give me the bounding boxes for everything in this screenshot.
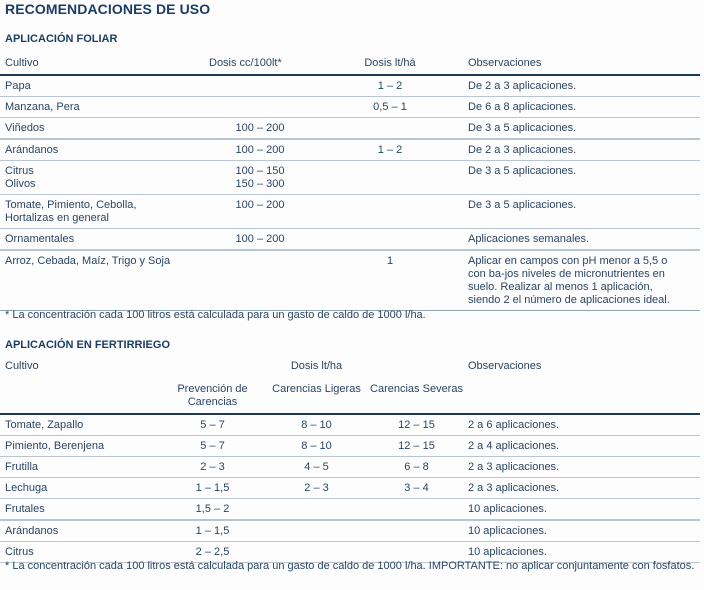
- cell-prevencion: 1 – 1,5: [160, 478, 265, 499]
- foliar-footnote: * La concentración cada 100 litros está calculada para un gasto de caldo de 1000 l/ha.: [5, 309, 426, 321]
- cell-dosis-lt: [315, 161, 465, 195]
- cell-observaciones: 10 aplicaciones.: [465, 499, 700, 521]
- cell-observaciones: 2 a 3 aplicaciones.: [465, 478, 700, 499]
- cell-dosis-cc: 100 – 200: [205, 229, 315, 251]
- cell-cultivo: Arroz, Cebada, Maíz, Trigo y Soja: [0, 250, 205, 311]
- cell-prevencion: 5 – 7: [160, 414, 265, 436]
- table-row: [0, 250, 700, 311]
- cell-dosis-cc-line: 150 – 300: [235, 178, 285, 190]
- header-dosis: Dosis lt/ha: [290, 360, 343, 372]
- cell-observaciones: De 3 a 5 aplicaciones.: [465, 161, 700, 195]
- cell-cultivo: Frutales: [0, 499, 160, 521]
- cell-ligeras: [265, 520, 368, 542]
- header-observaciones: Observaciones: [465, 54, 700, 75]
- cell-cultivo-line: Citrus: [5, 165, 34, 177]
- cell-severas: 12 – 15: [368, 436, 465, 457]
- cell-dosis-cc: 100 – 200: [205, 118, 315, 140]
- table-row: [0, 229, 700, 251]
- fertirriego-subheader-row: [0, 380, 700, 414]
- cell-cultivo-line: Tomate, Pimiento, Cebolla,: [5, 199, 137, 211]
- cell-severas: [368, 520, 465, 542]
- foliar-section-title: APLICACIÓN FOLIAR: [5, 33, 118, 45]
- header-spacer: [160, 357, 265, 380]
- cell-ligeras: 2 – 3: [265, 478, 368, 499]
- cell-cultivo: Ornamentales: [0, 229, 205, 251]
- cell-severas: 12 – 15: [368, 414, 465, 436]
- cell-cultivo: Viñedos: [0, 118, 205, 140]
- cell-observaciones: 10 aplicaciones.: [465, 520, 700, 542]
- cell-dosis-cc: [205, 161, 315, 195]
- cell-cultivo: Arándanos: [0, 520, 160, 542]
- table-row: [0, 499, 700, 521]
- cell-severas: [368, 499, 465, 521]
- cell-cultivo-line: Olivos: [5, 178, 36, 190]
- cell-prevencion: 2 – 2,5: [160, 542, 265, 563]
- header-carencias-ligeras: Carencias Ligeras: [265, 380, 368, 414]
- table-row: [0, 436, 700, 457]
- cell-dosis-cc: 100 – 200: [205, 195, 315, 229]
- cell-cultivo: Arándanos: [0, 139, 205, 161]
- foliar-table: [0, 54, 700, 311]
- cell-dosis-lt: [315, 229, 465, 251]
- table-row: [0, 478, 700, 499]
- header-observaciones: Observaciones: [468, 360, 542, 372]
- cell-severas: 6 – 8: [368, 457, 465, 478]
- cell-cultivo: Pimiento, Berenjena: [0, 436, 160, 457]
- header-dosis-lt: Dosis lt/há: [315, 54, 465, 75]
- header-spacer: [368, 357, 465, 380]
- cell-cultivo-line: Hortalizas en general: [5, 212, 109, 224]
- cell-observaciones: De 2 a 3 aplicaciones.: [465, 75, 700, 97]
- cell-cultivo: Papa: [0, 75, 205, 97]
- foliar-header-row: [0, 54, 700, 75]
- header-spacer: [465, 380, 700, 414]
- cell-dosis-lt: 1: [315, 250, 465, 311]
- cell-observaciones: Aplicaciones semanales.: [465, 229, 700, 251]
- cell-ligeras: [265, 499, 368, 521]
- cell-observaciones: Aplicar en campos con pH menor a 5,5 o con ba-jos niveles de micronutrientes en suelo. Realizar al menos 1 aplicación, siendo 2 el número de aplicaciones ideal.: [465, 250, 700, 311]
- header-cultivo: Cultivo: [5, 360, 39, 372]
- cell-prevencion: 2 – 3: [160, 457, 265, 478]
- cell-dosis-lt: 0,5 – 1: [315, 97, 465, 118]
- cell-dosis-cc: 100 – 200: [205, 139, 315, 161]
- page-title: RECOMENDACIONES DE USO: [5, 1, 211, 17]
- cell-dosis-lt: [315, 118, 465, 140]
- cell-dosis-cc: [205, 75, 315, 97]
- cell-cultivo: Citrus: [0, 542, 160, 563]
- fertirriego-header-row: [0, 357, 700, 380]
- cell-ligeras: 8 – 10: [265, 414, 368, 436]
- cell-dosis-cc: [205, 250, 315, 311]
- fertirriego-footnote: * La concentración cada 100 litros está calculada para un gasto de caldo de 1000 l/ha. IMPORTANTE: no aplicar conjuntamente con fosfatos.: [5, 560, 695, 572]
- table-row: [0, 414, 700, 436]
- header-prevencion-line: Carencias: [187, 396, 238, 408]
- fertirriego-section-title: APLICACIÓN EN FERTIRRIEGO: [5, 339, 171, 351]
- cell-observaciones: De 3 a 5 aplicaciones.: [465, 118, 700, 140]
- table-row: [0, 118, 700, 140]
- cell-prevencion: 5 – 7: [160, 436, 265, 457]
- cell-cultivo: Tomate, Zapallo: [0, 414, 160, 436]
- fertirriego-table: [0, 357, 700, 563]
- cell-observaciones: 2 a 6 aplicaciones.: [465, 414, 700, 436]
- cell-cultivo: [0, 195, 205, 229]
- header-dosis-cc: Dosis cc/100lt*: [205, 54, 315, 75]
- cell-observaciones: 2 a 3 aplicaciones.: [465, 457, 700, 478]
- cell-dosis-lt: 1 – 2: [315, 75, 465, 97]
- table-row: [0, 97, 700, 118]
- cell-observaciones: De 2 a 3 aplicaciones.: [465, 139, 700, 161]
- header-prevencion-line: Prevención de: [177, 383, 248, 395]
- cell-ligeras: 4 – 5: [265, 457, 368, 478]
- cell-observaciones: De 3 a 5 aplicaciones.: [465, 195, 700, 229]
- cell-severas: 3 – 4: [368, 478, 465, 499]
- cell-observaciones: 10 aplicaciones.: [465, 542, 700, 563]
- cell-cultivo: Frutilla: [0, 457, 160, 478]
- header-cultivo: Cultivo: [0, 54, 205, 75]
- table-row: [0, 520, 700, 542]
- cell-cultivo: Lechuga: [0, 478, 160, 499]
- header-prevencion: [160, 380, 265, 414]
- cell-dosis-cc: [205, 97, 315, 118]
- header-spacer: [0, 380, 160, 414]
- cell-dosis-cc-line: 100 – 150: [235, 165, 285, 177]
- cell-observaciones: 2 a 4 aplicaciones.: [465, 436, 700, 457]
- cell-observaciones: De 6 a 8 aplicaciones.: [465, 97, 700, 118]
- cell-prevencion: 1,5 – 2: [160, 499, 265, 521]
- table-row: [0, 457, 700, 478]
- table-row: [0, 195, 700, 229]
- table-row: [0, 75, 700, 97]
- cell-cultivo: [0, 161, 205, 195]
- cell-dosis-lt: 1 – 2: [315, 139, 465, 161]
- cell-dosis-lt: [315, 195, 465, 229]
- table-row: [0, 161, 700, 195]
- cell-prevencion: 1 – 1,5: [160, 520, 265, 542]
- cell-cultivo: Manzana, Pera: [0, 97, 205, 118]
- table-row: [0, 139, 700, 161]
- header-carencias-severas: Carencias Severas: [368, 380, 465, 414]
- cell-ligeras: 8 – 10: [265, 436, 368, 457]
